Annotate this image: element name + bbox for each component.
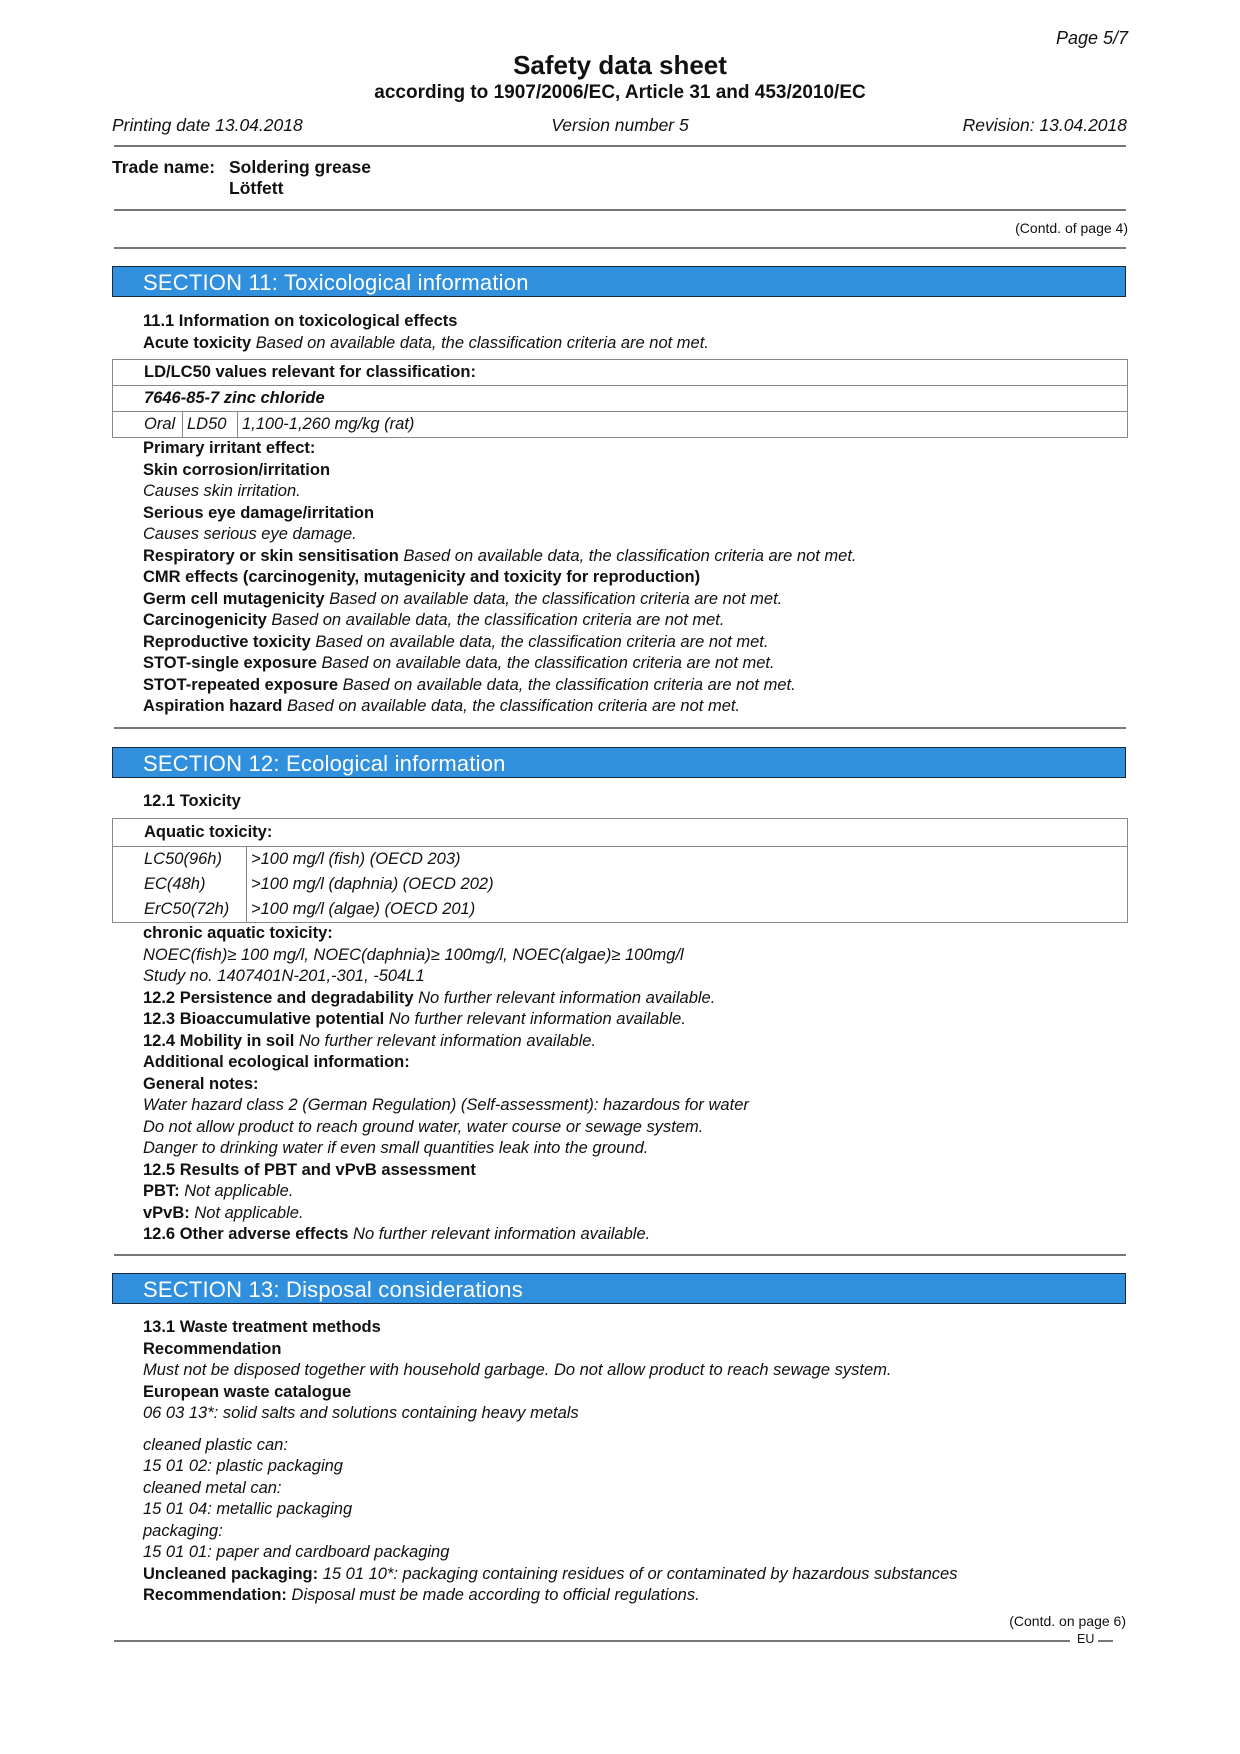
packaging-line: cleaned metal can: (143, 1478, 282, 1497)
continued-on-note: (Contd. on page 6) (1009, 1613, 1126, 1629)
general-note: Water hazard class 2 (German Regulation) (Self-assessment): hazardous for water (143, 1096, 749, 1114)
recommendation-final-label: Recommendation: (143, 1586, 287, 1604)
acute-toxicity-text: Based on available data, the classification criteria are not met. (255, 333, 709, 352)
other-effects-label: 12.6 Other adverse effects (143, 1225, 349, 1243)
section-11-effects (143, 438, 857, 718)
tox-item (143, 696, 857, 718)
mobility-label: 12.4 Mobility in soil (143, 1031, 295, 1050)
tox-item (143, 546, 857, 568)
vpvb-line (143, 1203, 749, 1225)
trade-name-secondary: Lötfett (229, 178, 284, 198)
mobility-line (143, 1031, 749, 1053)
section-12-details (143, 923, 749, 1246)
recommendation-final-line (143, 1585, 958, 1607)
subsection-13-1-title: 13.1 Waste treatment methods (143, 1318, 381, 1336)
eye-damage-label: Serious eye damage/irritation (143, 503, 375, 522)
tox-item-text: Based on available data, the classification criteria are not met. (286, 697, 741, 715)
acute-toxicity-label: Acute toxicity (143, 333, 252, 352)
spacer (143, 1425, 958, 1435)
section-11-header: SECTION 11: Toxicological information (112, 266, 1126, 297)
pbt-label: PBT: (143, 1182, 180, 1200)
route-cell: Oral (113, 412, 183, 438)
acute-toxicity-line (143, 333, 709, 355)
eye-damage-text: Causes serious eye damage. (143, 525, 357, 543)
skin-corrosion-text: Causes skin irritation. (143, 482, 301, 500)
section-11-intro (143, 311, 709, 354)
ld-lc50-table (112, 359, 1128, 438)
recommendation-text: Must not be disposed together with household garbage. Do not allow product to reach sewage system. (143, 1361, 892, 1379)
tox-item-text: Based on available data, the classification criteria are not met. (342, 675, 796, 694)
vpvb-text: Not applicable. (194, 1203, 304, 1222)
uncleaned-packaging-label: Uncleaned packaging: (143, 1564, 319, 1583)
value-cell: >100 mg/l (algae) (OECD 201) (251, 900, 476, 918)
packaging-line: packaging: (143, 1521, 223, 1540)
packaging-line: 15 01 04: metallic packaging (143, 1500, 353, 1518)
tox-item-label: CMR effects (carcinogenity, mutagenicity and toxicity for reproduction) (143, 568, 701, 586)
tox-item-text: Based on available data, the classification criteria are not met. (271, 611, 725, 629)
bioaccumulative-line (143, 1009, 749, 1031)
table-header-row (113, 360, 1128, 386)
type-cell: LD50 (183, 412, 238, 438)
version-number: Version number 5 (551, 115, 689, 135)
trade-name-divider (114, 209, 1126, 211)
substance-cell: 7646-85-7 zinc chloride (113, 386, 1128, 412)
packaging-line: 15 01 02: plastic packaging (143, 1457, 343, 1475)
study-number: Study no. 1407401N-201,-301, -504L1 (143, 967, 425, 985)
tox-item (143, 610, 857, 632)
aquatic-header-cell: Aquatic toxicity: (113, 819, 1128, 847)
general-note: Danger to drinking water if even small quantities leak into the ground. (143, 1139, 649, 1157)
waste-catalogue-label: European waste catalogue (143, 1382, 352, 1401)
table-row (113, 897, 1128, 923)
bioaccumulative-label: 12.3 Bioaccumulative potential (143, 1010, 385, 1028)
page-number: Page 5/7 (1055, 28, 1128, 48)
section-11-end-divider (114, 727, 1126, 729)
continued-from-note: (Contd. of page 4) (1015, 220, 1128, 236)
test-cell: EC(48h) (113, 872, 247, 897)
document-subtitle: according to 1907/2006/EC, Article 31 and 453/2010/EC (374, 82, 866, 103)
tox-item-label: STOT-repeated exposure (143, 675, 339, 694)
tox-item (143, 675, 857, 697)
tox-item-text: Based on available data, the classification criteria are not met. (403, 546, 857, 565)
subsection-12-1-title: 12.1 Toxicity (143, 792, 241, 810)
bioaccumulative-text: No further relevant information available. (388, 1010, 686, 1028)
additional-eco-label: Additional ecological information: (143, 1053, 410, 1071)
value-cell: >100 mg/l (daphnia) (OECD 202) (251, 875, 494, 893)
footer-divider (114, 1640, 1070, 1642)
chronic-toxicity-label: chronic aquatic toxicity: (143, 924, 333, 942)
test-cell: LC50(96h) (113, 847, 247, 873)
persistence-text: No further relevant information available. (418, 988, 716, 1007)
persistence-label: 12.2 Persistence and degradability (143, 988, 414, 1007)
table-row (113, 847, 1128, 873)
table-row (113, 872, 1128, 897)
tox-item (143, 589, 857, 611)
waste-catalogue-text: 06 03 13*: solid salts and solutions containing heavy metals (143, 1404, 579, 1422)
trade-name-label: Trade name: (112, 157, 216, 177)
tox-item-text: Based on available data, the classification criteria are not met. (321, 654, 775, 672)
section-12-header: SECTION 12: Ecological information (112, 747, 1126, 778)
aquatic-toxicity-table (112, 818, 1128, 923)
primary-irritant-label: Primary irritant effect: (143, 439, 316, 457)
tox-item-text: Based on available data, the classification criteria are not met. (329, 589, 783, 608)
tox-item (143, 653, 857, 675)
tox-item-label: Reproductive toxicity (143, 632, 311, 651)
table-header-cell: LD/LC50 values relevant for classification: (113, 360, 1128, 386)
tox-item (143, 567, 857, 589)
general-notes-label: General notes: (143, 1074, 259, 1093)
recommendation-label: Recommendation (143, 1339, 282, 1358)
skin-corrosion-label: Skin corrosion/irritation (143, 460, 331, 479)
pbt-text: Not applicable. (184, 1182, 294, 1200)
packaging-line: cleaned plastic can: (143, 1435, 288, 1454)
tox-item-label: Aspiration hazard (143, 697, 283, 715)
value-cell: 1,100-1,260 mg/kg (rat) (238, 412, 1128, 438)
document-title: Safety data sheet (513, 50, 727, 80)
section-12-end-divider (114, 1254, 1126, 1256)
header-divider (114, 145, 1126, 147)
region-label: EU (1077, 1632, 1095, 1646)
persistence-line (143, 988, 749, 1010)
tox-item-text: Based on available data, the classification criteria are not met. (315, 632, 769, 651)
vpvb-label: vPvB: (143, 1203, 190, 1222)
pbt-assessment-label: 12.5 Results of PBT and vPvB assessment (143, 1160, 476, 1179)
table-row (113, 412, 1128, 438)
tox-item-label: Respiratory or skin sensitisation (143, 546, 399, 565)
other-effects-text: No further relevant information available. (353, 1225, 651, 1243)
tox-item-label: Germ cell mutagenicity (143, 589, 325, 608)
section-13-details (143, 1317, 958, 1607)
uncleaned-packaging-text: 15 01 10*: packaging containing residues of or contaminated by hazardous substances (322, 1564, 958, 1583)
pbt-line (143, 1181, 749, 1203)
test-cell: ErC50(72h) (113, 897, 247, 923)
continued-divider (114, 247, 1126, 249)
uncleaned-packaging-line (143, 1564, 958, 1586)
table-header-row (113, 819, 1128, 847)
printing-date: Printing date 13.04.2018 (112, 115, 303, 135)
other-effects-line (143, 1224, 749, 1246)
table-substance-row (113, 386, 1128, 412)
tox-item (143, 632, 857, 654)
general-note: Do not allow product to reach ground water, water course or sewage system. (143, 1117, 704, 1136)
recommendation-final-text: Disposal must be made according to official regulations. (291, 1586, 700, 1604)
mobility-text: No further relevant information available. (298, 1031, 597, 1050)
section-13-header: SECTION 13: Disposal considerations (112, 1273, 1126, 1304)
tox-item-label: STOT-single exposure (143, 654, 317, 672)
subsection-11-1-title: 11.1 Information on toxicological effects (143, 312, 458, 330)
value-cell: >100 mg/l (fish) (OECD 203) (251, 850, 461, 868)
tox-item-label: Carcinogenicity (143, 611, 267, 629)
footer-divider-tail (1098, 1640, 1113, 1642)
packaging-line: 15 01 01: paper and cardboard packaging (143, 1543, 450, 1561)
chronic-toxicity-text: NOEC(fish)≥ 100 mg/l, NOEC(daphnia)≥ 100mg/l, NOEC(algae)≥ 100mg/l (143, 945, 684, 964)
revision-date: Revision: 13.04.2018 (962, 115, 1127, 135)
trade-name-primary: Soldering grease (229, 157, 371, 177)
